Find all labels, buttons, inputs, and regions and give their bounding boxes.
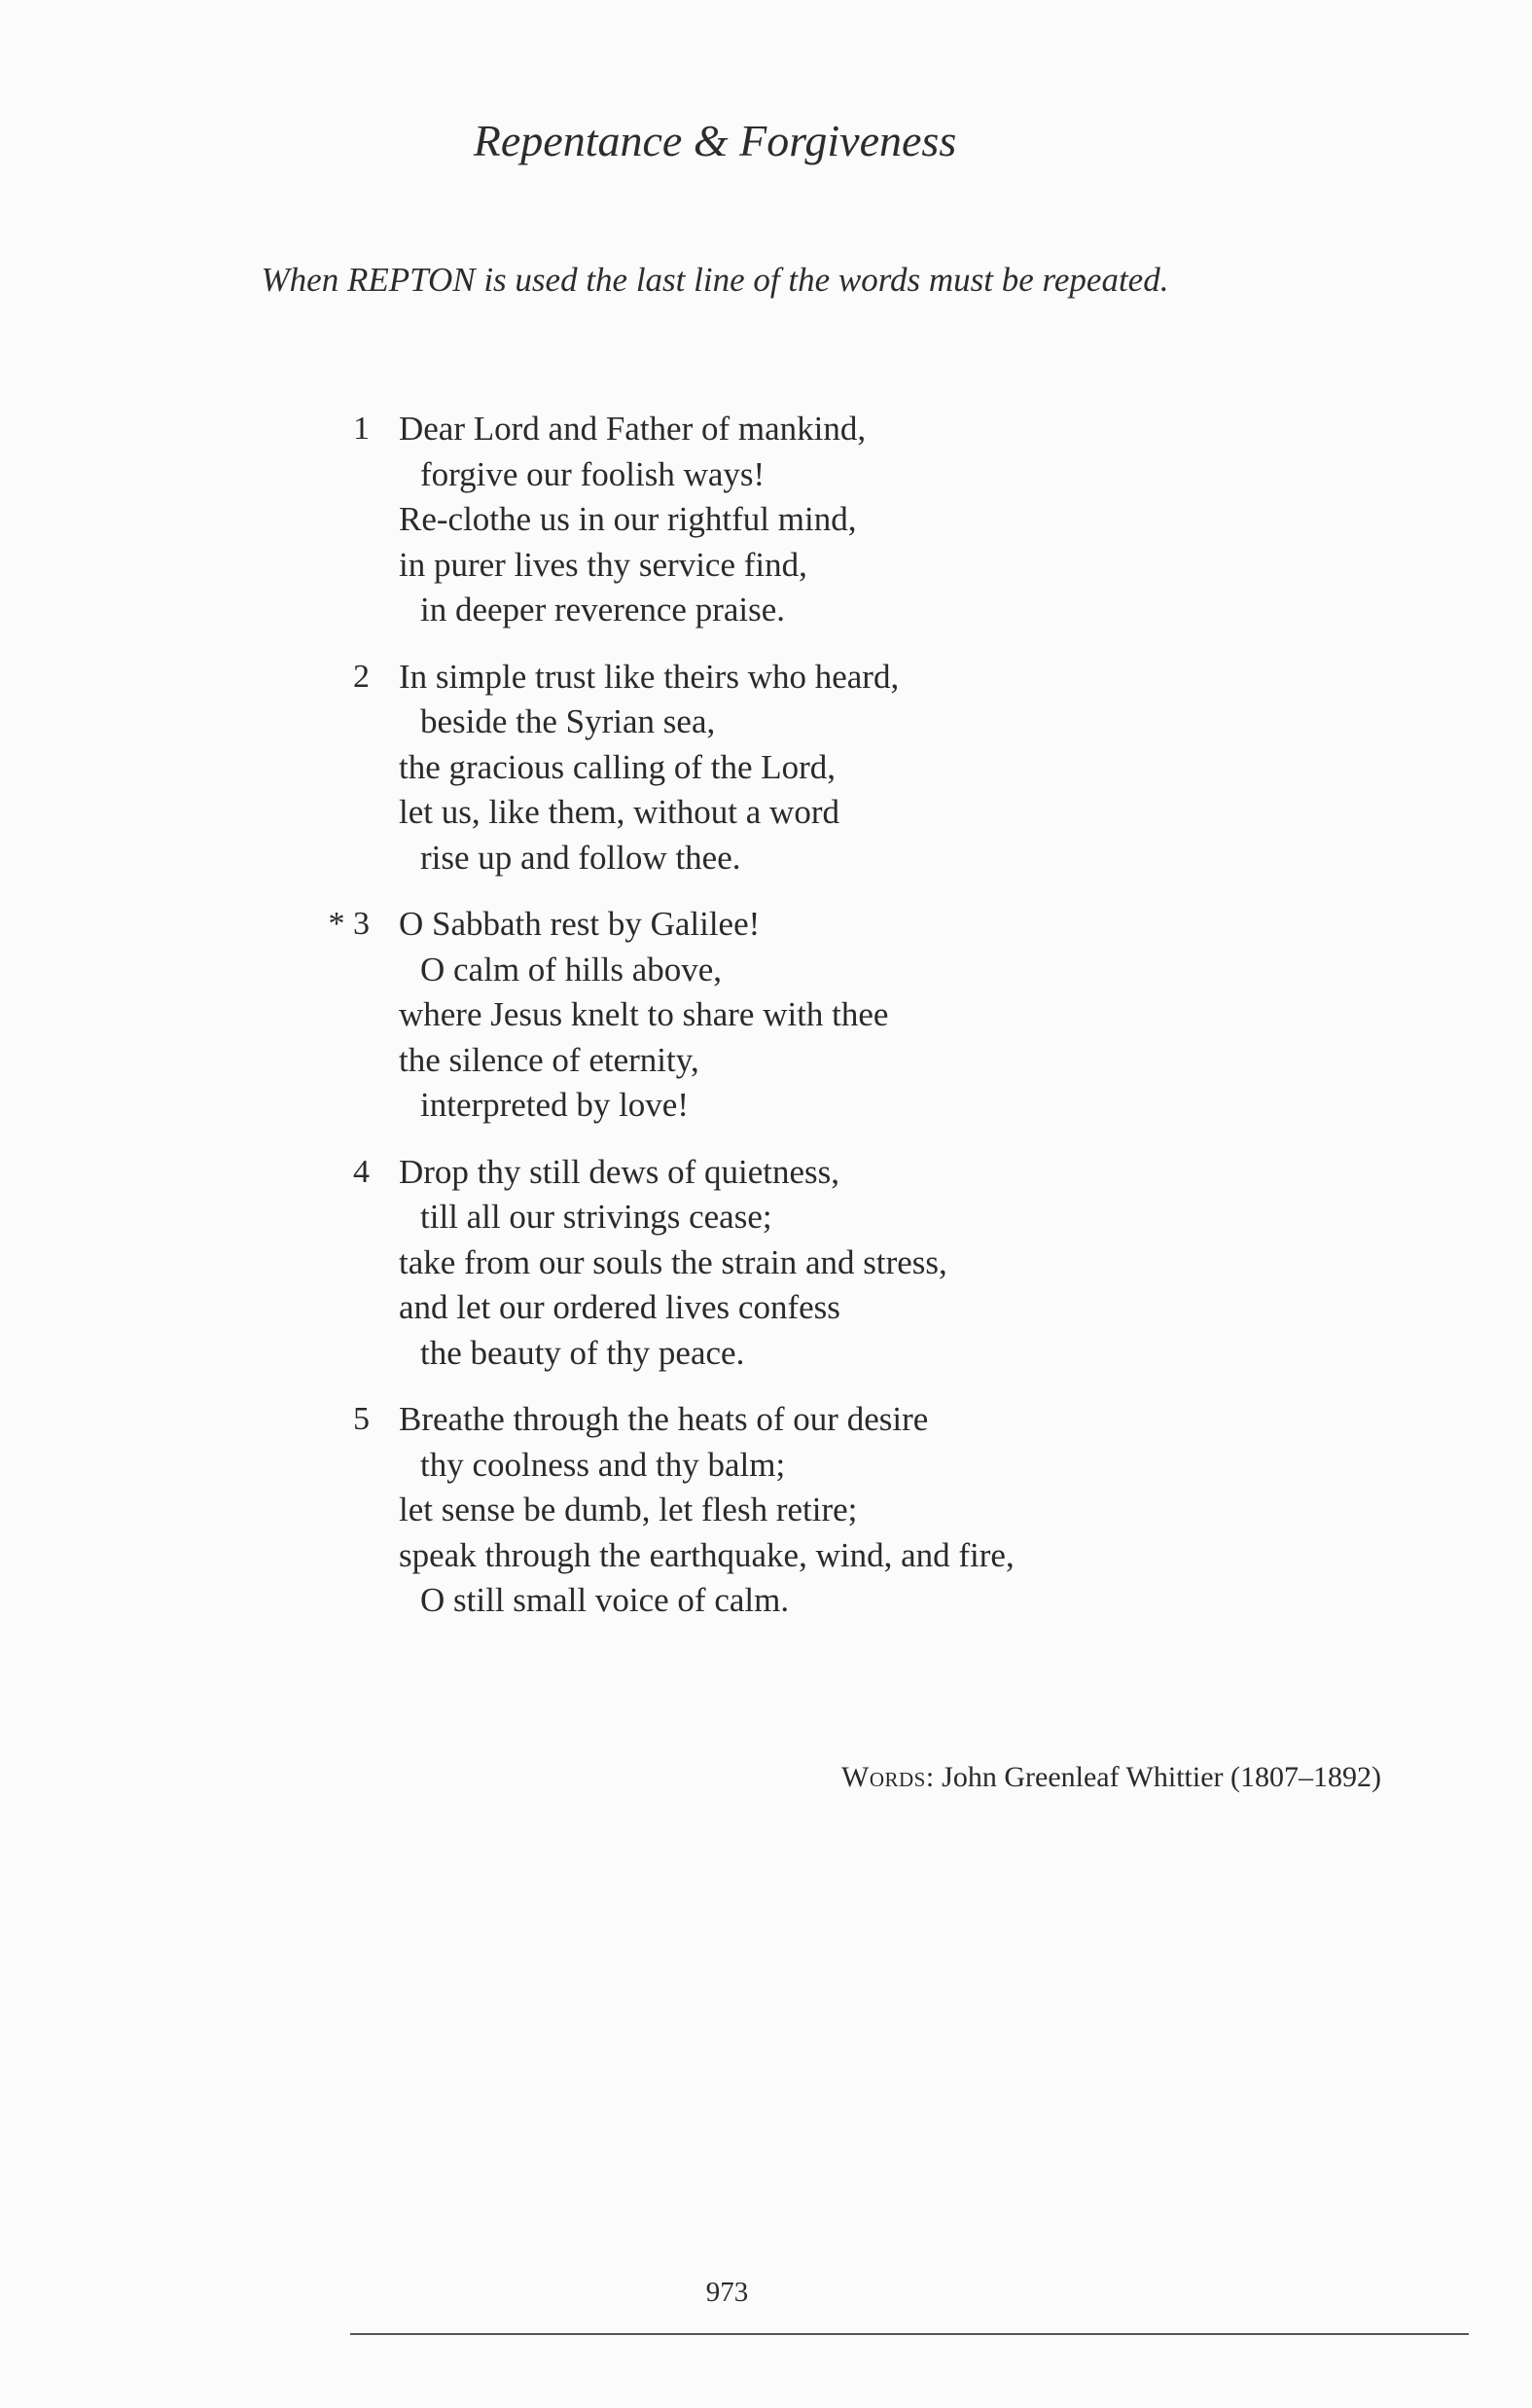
credit-author: John Greenleaf Whittier (1807–1892) (942, 1761, 1381, 1793)
verse-2 (292, 655, 1167, 881)
repton-note: When REPTON is used the last line of the words must be repeated. (261, 261, 1169, 299)
verse-line: in deeper reverence praise. (420, 591, 786, 629)
verse-line: where Jesus knelt to share with thee (399, 995, 889, 1033)
verse-line: Dear Lord and Father of mankind, (399, 410, 867, 448)
verse-line: beside the Syrian sea, (420, 702, 716, 740)
verse-line: thy coolness and thy balm; (420, 1445, 786, 1484)
verse-line: In simple trust like theirs who heard, (399, 657, 900, 696)
verse-line: the gracious calling of the Lord, (399, 747, 837, 786)
verse-number: 5 (353, 1401, 370, 1437)
verse-line: O calm of hills above, (420, 950, 723, 988)
words-credit (841, 1761, 1381, 1794)
verse-line: speak through the earthquake, wind, and fire, (399, 1535, 1015, 1574)
verse-line: till all our strivings cease; (420, 1198, 772, 1236)
verse-line: Breathe through the heats of our desire (399, 1400, 929, 1438)
credit-label: Words: (841, 1761, 935, 1793)
verse-line: Drop thy still dews of quietness, (399, 1152, 840, 1191)
footer-rule (350, 2333, 1469, 2335)
hymn-text (292, 407, 1167, 1645)
verse-number: * 3 (328, 906, 370, 942)
verse-line: O Sabbath rest by Galilee! (399, 905, 761, 943)
verse-number: 1 (353, 411, 370, 447)
verse-line: Re-clothe us in our rightful mind, (399, 500, 857, 538)
verse-number: 4 (353, 1153, 370, 1190)
verse-4 (292, 1150, 1167, 1377)
verse-line: let sense be dumb, let flesh retire; (399, 1491, 858, 1528)
verse-line: O still small voice of calm. (420, 1581, 790, 1619)
verse-line: take from our souls the strain and stress, (399, 1242, 947, 1281)
verse-5 (292, 1397, 1167, 1624)
verse-line: in purer lives thy service find, (399, 545, 807, 584)
verse-line: forgive our foolish ways! (420, 454, 766, 493)
verse-number: 2 (353, 658, 370, 695)
verse-line: let us, like them, without a word (399, 793, 839, 831)
verse-line: interpreted by love! (420, 1086, 690, 1124)
verse-1 (292, 407, 1167, 633)
verse-3 (292, 902, 1167, 1129)
section-title: Repentance & Forgiveness (473, 116, 957, 165)
verse-line: and let our ordered lives confess (399, 1288, 840, 1326)
verse-line: the beauty of thy peace. (420, 1333, 745, 1372)
verse-line: rise up and follow thee. (420, 838, 741, 877)
page-number: 973 (705, 2277, 749, 2308)
verse-line: the silence of eternity, (399, 1040, 699, 1079)
